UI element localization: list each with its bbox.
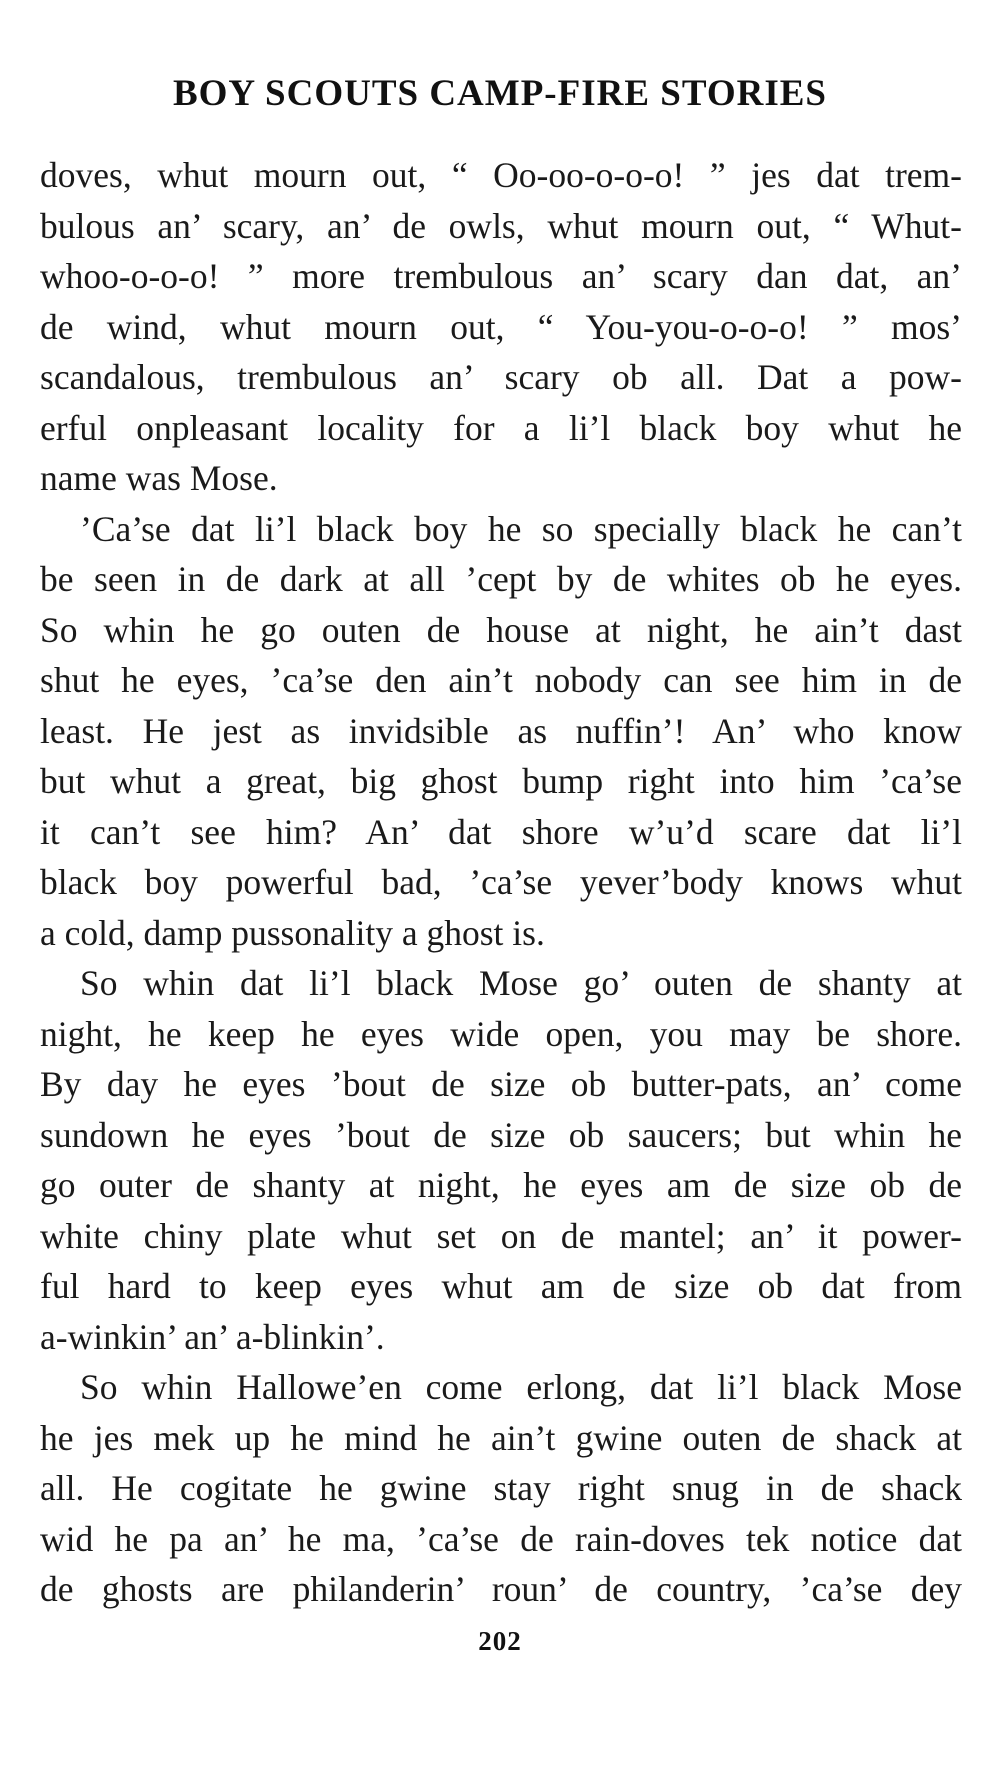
- text-line: ’Ca’se dat li’l black boy he so specially black he can’t: [80, 508, 962, 549]
- body-text: [40, 150, 962, 1615]
- text-line: ful hard to keep eyes whut am de size ob dat from: [40, 1266, 962, 1306]
- text-line: sundown he eyes ’bout de size ob saucers; but whin he: [40, 1114, 962, 1155]
- text-line: a-winkin’ an’ a-blinkin’.: [40, 1316, 385, 1357]
- text-line: de ghosts are philanderin’ roun’ de country, ’ca’se dey: [40, 1569, 962, 1609]
- text-line: a cold, damp pussonality a ghost is.: [40, 912, 545, 953]
- text-line: bulous an’ scary, an’ de owls, whut mourn out, “ Whut-: [40, 205, 962, 246]
- paragraph: [40, 958, 962, 1362]
- page-number: 202: [478, 1626, 522, 1656]
- text-line: scandalous, trembulous an’ scary ob all. Dat a pow-: [40, 357, 962, 397]
- text-line: wid he pa an’ he ma, ’ca’se de rain-doves tek notice dat: [40, 1518, 962, 1559]
- text-line: de wind, whut mourn out, “ You-you-o-o-o! ” mos’: [40, 306, 962, 347]
- text-line: shut he eyes, ’ca’se den ain’t nobody can see him in de: [40, 660, 962, 700]
- paragraph: [40, 150, 962, 504]
- text-line: but whut a great, big ghost bump right into him ’ca’se: [40, 761, 962, 801]
- text-line: night, he keep he eyes wide open, you may be shore.: [40, 1013, 962, 1054]
- text-line: it can’t see him? An’ dat shore w’u’d scare dat li’l: [40, 811, 962, 852]
- text-line: white chiny plate whut set on de mantel; an’ it power-: [40, 1215, 962, 1256]
- text-line: So whin Hallowe’en come erlong, dat li’l black Mose: [80, 1367, 962, 1407]
- paragraph: [40, 504, 962, 959]
- text-line: erful onpleasant locality for a li’l black boy whut he: [40, 407, 962, 448]
- text-line: By day he eyes ’bout de size ob butter-pats, an’ come: [40, 1064, 962, 1104]
- text-line: name was Mose.: [40, 458, 278, 498]
- text-line: be seen in de dark at all ’cept by de whites ob he eyes.: [40, 559, 962, 599]
- text-line: go outer de shanty at night, he eyes am de size ob de: [40, 1165, 962, 1205]
- text-line: So whin dat li’l black Mose go’ outen de shanty at: [80, 963, 962, 1003]
- text-line: all. He cogitate he gwine stay right snug in de shack: [40, 1468, 962, 1508]
- text-line: he jes mek up he mind he ain’t gwine outen de shack at: [40, 1417, 962, 1458]
- running-title: BOY SCOUTS CAMP-FIRE STORIES: [172, 73, 828, 114]
- text-line: black boy powerful bad, ’ca’se yever’body knows whut: [40, 862, 962, 902]
- text-line: So whin he go outen de house at night, he ain’t dast: [40, 609, 962, 650]
- text-line: least. He jest as invidsible as nuffin’! An’ who know: [40, 710, 962, 751]
- paragraph: [40, 1362, 962, 1615]
- text-line: whoo-o-o-o! ” more trembulous an’ scary dan dat, an’: [40, 256, 962, 296]
- text-line: doves, whut mourn out, “ Oo-oo-o-o-o! ” jes dat trem-: [40, 155, 962, 195]
